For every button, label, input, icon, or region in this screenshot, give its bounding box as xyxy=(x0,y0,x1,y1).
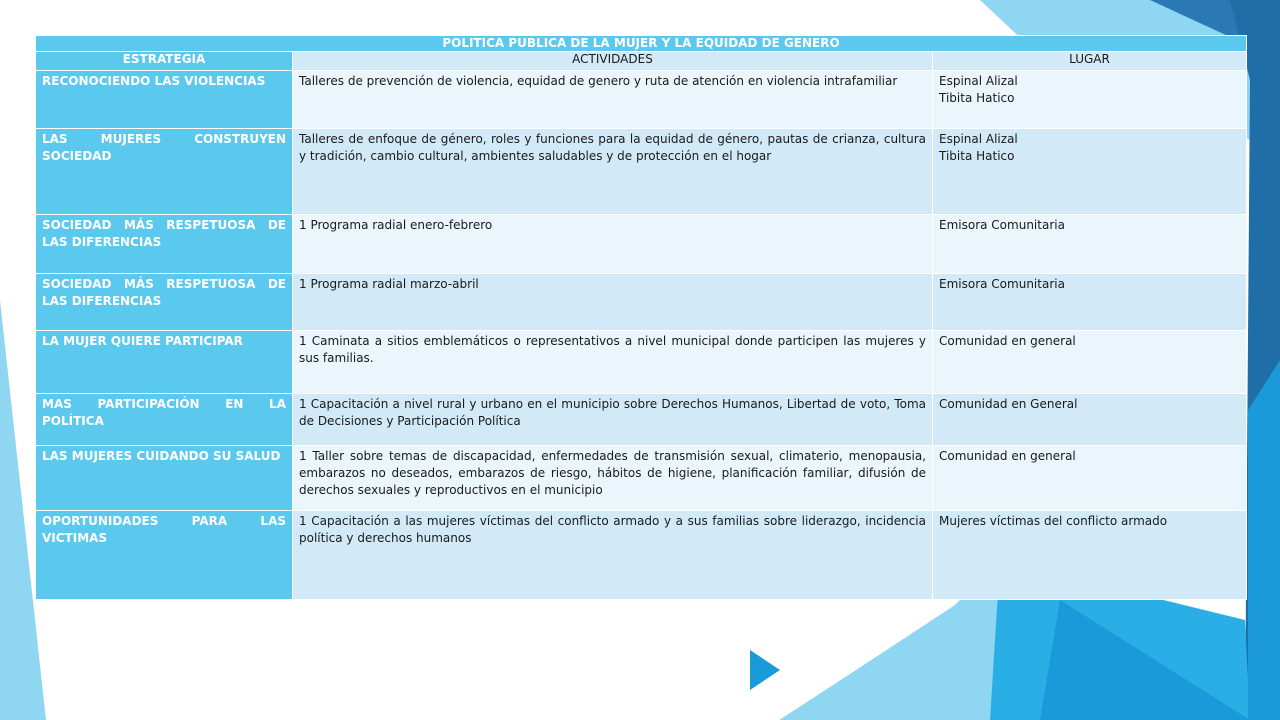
actividades-cell: 1 Programa radial marzo-abril xyxy=(293,274,933,331)
lugar-line: Espinal Alizal xyxy=(939,132,1018,146)
table-title: POLITICA PUBLICA DE LA MUJER Y LA EQUIDAD DE GENERO xyxy=(36,36,1247,52)
actividades-cell: 1 Capacitación a nivel rural y urbano en el municipio sobre Derechos Humanos, Libertad de voto, Toma de Decisiones y Participación Política xyxy=(293,394,933,446)
actividades-cell: 1 Caminata a sitios emblemáticos o representativos a nivel municipal donde participen las mujeres y sus familias. xyxy=(293,331,933,394)
lugar-cell xyxy=(933,215,1247,274)
lugar-cell xyxy=(933,446,1247,511)
lugar-line: Tibita Hatico xyxy=(939,91,1015,105)
table-row xyxy=(36,215,1247,274)
table-row xyxy=(36,511,1247,600)
estrategia-cell: LAS MUJERES CUIDANDO SU SALUD xyxy=(36,446,293,511)
estrategia-cell: LA MUJER QUIERE PARTICIPAR xyxy=(36,331,293,394)
estrategia-cell: OPORTUNIDADES PARA LAS VICTIMAS xyxy=(36,511,293,600)
lugar-line: Emisora Comunitaria xyxy=(939,277,1065,291)
table-row xyxy=(36,446,1247,511)
policy-table xyxy=(35,35,1247,600)
lugar-line: Comunidad en general xyxy=(939,449,1076,463)
bullet-triangle-icon xyxy=(750,650,780,690)
estrategia-cell: RECONOCIENDO LAS VIOLENCIAS xyxy=(36,71,293,129)
header-estrategia: ESTRATEGIA xyxy=(36,52,293,71)
lugar-line: Comunidad en General xyxy=(939,397,1078,411)
lugar-line: Tibita Hatico xyxy=(939,149,1015,163)
lugar-cell xyxy=(933,129,1247,215)
actividades-cell: Talleres de enfoque de género, roles y funciones para la equidad de género, pautas de crianza, cultura y tradición, cambio cultural, ambientes saludables y de protección en el hogar xyxy=(293,129,933,215)
header-lugar: LUGAR xyxy=(933,52,1247,71)
table-row xyxy=(36,331,1247,394)
lugar-line: Mujeres víctimas del conflicto armado xyxy=(939,514,1168,528)
table-row xyxy=(36,129,1247,215)
estrategia-cell: LAS MUJERES CONSTRUYEN SOCIEDAD xyxy=(36,129,293,215)
table-row xyxy=(36,71,1247,129)
lugar-line: Espinal Alizal xyxy=(939,74,1018,88)
lugar-cell xyxy=(933,274,1247,331)
lugar-cell xyxy=(933,71,1247,129)
estrategia-cell: SOCIEDAD MÁS RESPETUOSA DE LAS DIFERENCIAS xyxy=(36,215,293,274)
actividades-cell: 1 Taller sobre temas de discapacidad, enfermedades de transmisión sexual, climaterio, menopausia, embarazos no deseados, embarazos de riesgo, hábitos de higiene, planificación familiar, difusión de derechos sexuales y reproductivos en el municipio xyxy=(293,446,933,511)
table-row xyxy=(36,274,1247,331)
actividades-cell: 1 Programa radial enero-febrero xyxy=(293,215,933,274)
actividades-cell: Talleres de prevención de violencia, equidad de genero y ruta de atención en violencia intrafamiliar xyxy=(293,71,933,129)
deco-facet-edge xyxy=(1248,360,1280,720)
lugar-line: Comunidad en general xyxy=(939,334,1076,348)
table-row xyxy=(36,394,1247,446)
lugar-cell xyxy=(933,331,1247,394)
lugar-cell xyxy=(933,394,1247,446)
lugar-cell xyxy=(933,511,1247,600)
estrategia-cell: MAS PARTICIPACIÓN EN LA POLÍTICA xyxy=(36,394,293,446)
actividades-cell: 1 Capacitación a las mujeres víctimas del conflicto armado y a sus familias sobre liderazgo, incidencia política y derechos humanos xyxy=(293,511,933,600)
estrategia-cell: SOCIEDAD MÁS RESPETUOSA DE LAS DIFERENCIAS xyxy=(36,274,293,331)
header-actividades: ACTIVIDADES xyxy=(293,52,933,71)
lugar-line: Emisora Comunitaria xyxy=(939,218,1065,232)
